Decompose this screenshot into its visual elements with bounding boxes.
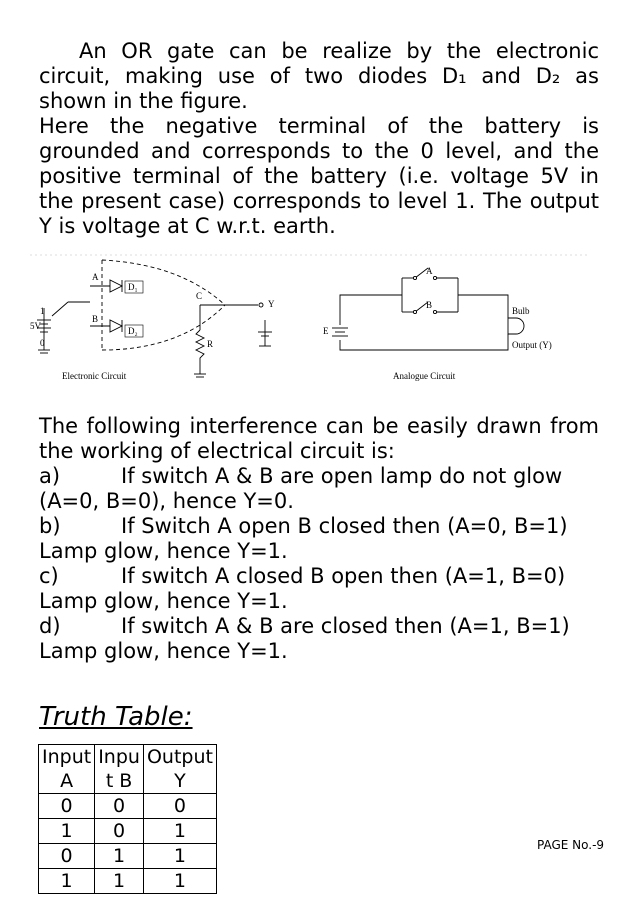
item-marker: c) xyxy=(39,564,59,588)
table-cell: 1 xyxy=(143,869,216,894)
item-text-continued: (A=0, B=0), hence Y=0. xyxy=(39,489,294,513)
item-marker: d) xyxy=(39,614,61,638)
table-cell: 1 xyxy=(95,844,144,869)
table-cell: 1 xyxy=(143,819,216,844)
analogue-circuit-caption: Analogue Circuit xyxy=(393,371,456,381)
item-marker: b) xyxy=(39,514,61,538)
table-row xyxy=(39,819,217,844)
list-item xyxy=(39,564,599,614)
electronic-circuit xyxy=(37,260,272,377)
electronic-circuit-caption: Electronic Circuit xyxy=(62,371,127,381)
label-5v: 5V xyxy=(30,321,41,331)
intro-paragraph-1: An OR gate can be realize by the electronic circuit, making use of two diodes D₁ and D₂ as shown in the figure. xyxy=(39,39,599,113)
label-switch-b: B xyxy=(426,300,433,310)
item-text-continued: Lamp glow, hence Y=1. xyxy=(39,639,288,663)
label-level-0: 0 xyxy=(40,338,45,348)
item-text: If switch A closed B open then (A=1, B=0) xyxy=(121,564,566,588)
table-cell: 0 xyxy=(143,794,216,819)
truth-table xyxy=(38,744,217,894)
item-marker: a) xyxy=(39,464,61,488)
truth-table-heading: Truth Table: xyxy=(39,702,193,732)
item-text: If Switch A open B closed then (A=0, B=1) xyxy=(121,514,568,538)
header-cell: Inpu xyxy=(95,745,144,770)
table-cell: 0 xyxy=(95,794,144,819)
table-cell: 1 xyxy=(39,819,95,844)
table-cell: 0 xyxy=(39,794,95,819)
table-cell: 0 xyxy=(39,844,95,869)
label-output: Output (Y) xyxy=(512,340,552,350)
intro-paragraph-2: Here the negative terminal of the battery is grounded and corresponds to the 0 level, and the positive terminal of the battery (i.e. voltage 5V in the present case) corresponds to level 1. The output Y is voltage at C w.r.t. earth. xyxy=(39,114,599,238)
item-text: If switch A & B are closed then (A=1, B=1) xyxy=(121,614,570,638)
label-y: Y xyxy=(268,299,275,309)
item-text-continued: Lamp glow, hence Y=1. xyxy=(39,539,288,563)
inference-lead: The following interference can be easily drawn from the working of electrical circuit is: xyxy=(39,414,599,463)
table-row xyxy=(39,869,217,894)
table-row xyxy=(39,844,217,869)
header-cell: Input xyxy=(39,745,95,770)
item-text-continued: Lamp glow, hence Y=1. xyxy=(39,589,288,613)
label-d2: D₂ xyxy=(128,326,138,336)
header-cell: t B xyxy=(95,769,144,794)
item-text: If switch A & B are open lamp do not glow xyxy=(121,464,563,488)
table-cell: 1 xyxy=(95,869,144,894)
label-switch-a: A xyxy=(426,266,433,276)
table-row xyxy=(39,794,217,819)
list-item xyxy=(39,464,599,514)
list-item xyxy=(39,614,599,664)
label-r: R xyxy=(207,339,214,349)
table-cell: 1 xyxy=(39,869,95,894)
table-header-row xyxy=(39,745,217,770)
header-cell: Output xyxy=(143,745,216,770)
label-d1: D₁ xyxy=(128,282,138,292)
label-b: B xyxy=(92,314,99,324)
circuit-figure xyxy=(30,250,590,385)
label-a: A xyxy=(92,272,99,282)
list-item xyxy=(39,514,599,564)
header-cell: Y xyxy=(143,769,216,794)
header-cell: A xyxy=(39,769,95,794)
table-header-row xyxy=(39,769,217,794)
inference-list xyxy=(39,464,599,664)
label-level-1: 1 xyxy=(40,306,45,316)
label-c: C xyxy=(196,291,203,301)
page-number: PAGE No.-9 xyxy=(537,838,605,852)
label-e: E xyxy=(323,326,329,336)
table-cell: 0 xyxy=(95,819,144,844)
label-bulb: Bulb xyxy=(512,306,530,316)
table-cell: 1 xyxy=(143,844,216,869)
